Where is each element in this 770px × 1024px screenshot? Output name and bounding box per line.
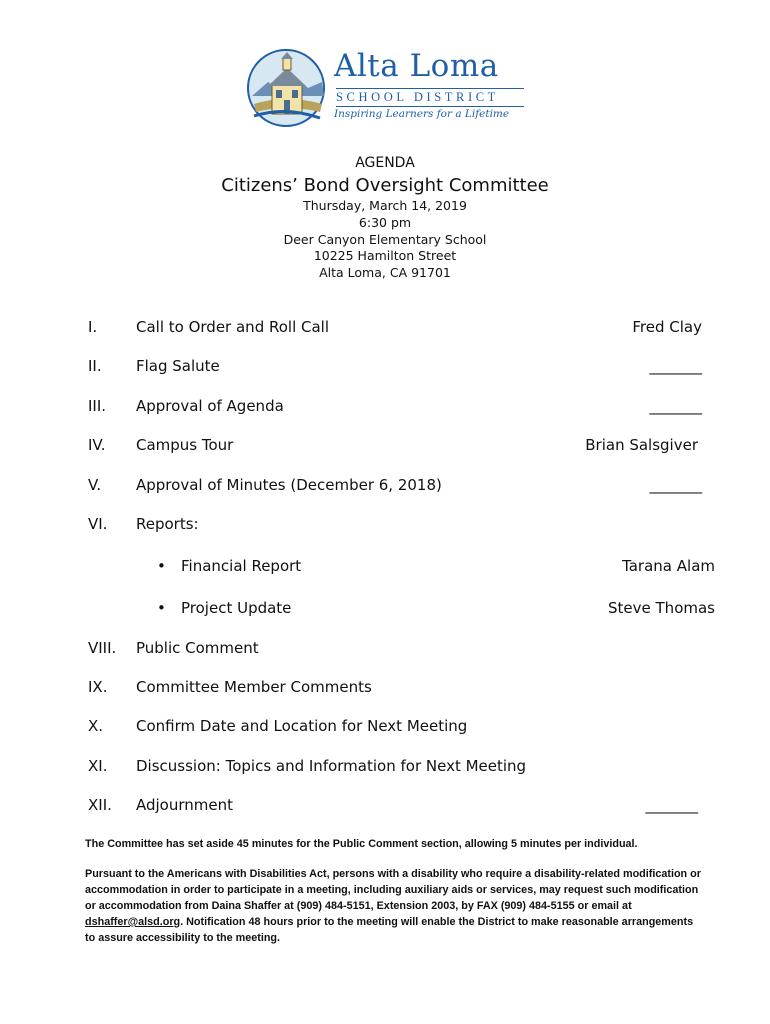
item-label: Confirm Date and Location for Next Meeting xyxy=(136,717,468,735)
item-presenter: _______ xyxy=(645,796,698,814)
item-presenter: Brian Salsgiver xyxy=(585,436,698,454)
district-logo xyxy=(246,46,536,130)
item-label: Approval of Minutes (December 6, 2018) xyxy=(136,476,442,494)
agenda-heading: AGENDA xyxy=(355,155,415,171)
logo-tagline: Inspiring Learners for a Lifetime xyxy=(334,108,510,120)
item-numeral: XII. xyxy=(88,796,112,814)
item-presenter: _______ xyxy=(649,476,702,494)
subitem-presenter: Steve Thomas xyxy=(608,599,715,617)
item-label: Approval of Agenda xyxy=(136,397,284,415)
agenda-item xyxy=(0,757,770,779)
item-numeral: IV. xyxy=(88,436,106,454)
meeting-street: 10225 Hamilton Street xyxy=(313,248,457,263)
agenda-item xyxy=(0,515,770,537)
item-numeral: I. xyxy=(88,318,98,336)
ada-notice-text-end: . Notification 48 hours prior to the meeting will enable the District to make reasonable arrangements to assure accessibility to the meeting. xyxy=(85,916,694,944)
item-numeral: IX. xyxy=(88,678,108,696)
logo-subtitle: SCHOOL DISTRICT xyxy=(336,88,524,107)
report-subitem xyxy=(0,599,770,621)
committee-title: Citizens’ Bond Oversight Committee xyxy=(221,175,549,196)
item-label: Discussion: Topics and Information for Next Meeting xyxy=(136,757,527,775)
item-label: Flag Salute xyxy=(136,357,220,375)
public-comment-note: The Committee has set aside 45 minutes for the Public Comment section, allowing 5 minutes per individual. xyxy=(85,838,638,850)
agenda-item xyxy=(0,476,770,498)
item-label: Call to Order and Roll Call xyxy=(136,318,330,336)
item-label: Campus Tour xyxy=(136,436,234,454)
item-numeral: XI. xyxy=(88,757,108,775)
item-numeral: III. xyxy=(88,397,107,415)
item-numeral: X. xyxy=(88,717,104,735)
item-numeral: VI. xyxy=(88,515,108,533)
item-numeral: V. xyxy=(88,476,102,494)
agenda-item xyxy=(0,678,770,700)
item-label: Reports: xyxy=(136,515,199,533)
report-subitem xyxy=(0,557,770,579)
item-numeral: VIII. xyxy=(88,639,117,657)
meeting-venue: Deer Canyon Elementary School xyxy=(283,232,487,247)
schoolhouse-emblem-icon xyxy=(246,46,330,130)
item-presenter: _______ xyxy=(649,357,702,375)
item-label: Public Comment xyxy=(136,639,259,657)
meeting-city: Alta Loma, CA 91701 xyxy=(319,265,451,280)
agenda-item xyxy=(0,639,770,661)
ada-email-link[interactable]: dshaffer@alsd.org xyxy=(85,916,181,928)
agenda-item xyxy=(0,796,770,818)
ada-notice-text: Pursuant to the Americans with Disabilities Act, persons with a disability who require a disability-related modification or accommodation in order to participate in a meeting, including auxiliary aids or services, may request such modification or accommodation from Daina Shaffer at (909) 484-5151, Extension 2003, by FAX (909) 484-5155 or email at xyxy=(85,868,701,912)
agenda-item xyxy=(0,357,770,379)
meeting-date: Thursday, March 14, 2019 xyxy=(303,198,467,213)
bullet-icon: • xyxy=(157,557,166,575)
logo-name: Alta Loma xyxy=(334,48,499,84)
item-label: Committee Member Comments xyxy=(136,678,372,696)
ada-notice xyxy=(85,866,705,946)
item-numeral: II. xyxy=(88,357,102,375)
meeting-time: 6:30 pm xyxy=(358,215,412,230)
subitem-label: Financial Report xyxy=(181,557,302,575)
item-label: Adjournment xyxy=(136,796,234,814)
item-presenter: Fred Clay xyxy=(632,318,702,336)
bullet-icon: • xyxy=(157,599,166,617)
agenda-item xyxy=(0,436,770,458)
item-presenter: _______ xyxy=(649,397,702,415)
agenda-item xyxy=(0,318,770,340)
agenda-item xyxy=(0,717,770,739)
subitem-label: Project Update xyxy=(181,599,292,617)
subitem-presenter: Tarana Alam xyxy=(622,557,715,575)
agenda-item xyxy=(0,397,770,419)
